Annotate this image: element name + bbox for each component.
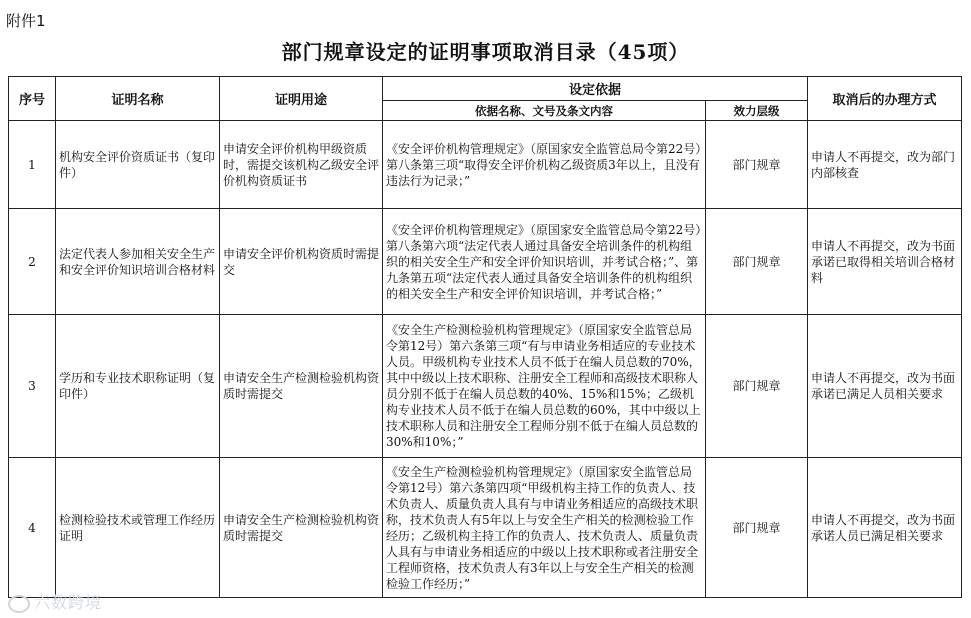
col-header-basis-content: 依据名称、文号及条文内容 [383,101,706,121]
row-name: 机构安全评价资质证书（复印件） [56,121,220,209]
watermark [8,590,102,613]
col-header-no: 序号 [9,77,56,121]
col-header-level: 效力层级 [706,101,808,121]
row-no: 3 [9,315,56,458]
col-header-basis-group: 设定依据 [383,77,808,101]
certificate-table [8,76,962,598]
table-row [9,209,962,315]
row-basis: 《安全生产检测检验机构管理规定》（原国家安全监管总局令第12号）第六条第三项“有与申请业务相适应的专业技术人员。甲级机构专业技术人员不低于在编人员总数的70%，其中中级以上技术职称、注册安全工程师和高级技术职称人员分别不低于在编人员总数的40%、15%和15%；乙级机构专业技术人员不低于在编人员总数的60%，其中中级以上技术职称人员和注册安全工程师分别不低于在编人员总数的30%和10%；” [383,315,706,458]
col-header-name: 证明名称 [56,77,220,121]
row-purpose: 申请安全生产检测检验机构资质时需提交 [220,458,383,598]
document-title: 部门规章设定的证明事项取消目录（45项） [281,40,690,64]
table-row [9,121,962,209]
watermark-text: 六数跨境 [34,593,103,612]
table-row [9,458,962,598]
row-level: 部门规章 [706,121,808,209]
table-row [9,315,962,458]
row-name: 检测检验技术或管理工作经历证明 [56,458,220,598]
row-purpose: 申请安全生产检测检验机构资质时需提交 [220,315,383,458]
row-level: 部门规章 [706,209,808,315]
row-basis: 《安全生产检测检验机构管理规定》（原国家安全监管总局令第12号）第六条第四项“甲级机构主持工作的负责人、技术负责人、质量负责人具有与申请业务相适应的高级技术职称，技术负责人有5年以上与安全生产相关的检测检验工作经历；乙级机构主持工作的负责人、技术负责人、质量负责人具有与申请业务相适应的中级以上技术职称或者注册安全工程师资格，技术负责人有3年以上与安全生产相关的检测检验工作经历；” [383,458,706,598]
row-basis: 《安全评价机构管理规定》（原国家安全监管总局令第22号）第八条第三项“取得安全评价机构乙级资质3年以上，且没有违法行为记录；” [383,121,706,209]
row-no: 1 [9,121,56,209]
row-purpose: 申请安全评价机构甲级资质时，需提交该机构乙级安全评价机构资质证书 [220,121,383,209]
row-no: 4 [9,458,56,598]
row-purpose: 申请安全评价机构资质时需提交 [220,209,383,315]
annex-label: 附件1 [6,12,46,30]
watermark-logo-icon [8,595,30,613]
row-basis: 《安全评价机构管理规定》（原国家安全监管总局令第22号）第八条第六项“法定代表人通过具备安全培训条件的机构组织的相关安全生产和安全评价知识培训，并考试合格；”、第九条第五项“法定代表人通过具备安全培训条件的机构组织的相关安全生产和安全评价知识培训，并考试合格；” [383,209,706,315]
row-name: 学历和专业技术职称证明（复印件） [56,315,220,458]
row-after: 申请人不再提交，改为书面承诺人员已满足相关要求 [808,458,962,598]
row-name: 法定代表人参加相关安全生产和安全评价知识培训合格材料 [56,209,220,315]
row-level: 部门规章 [706,315,808,458]
row-no: 2 [9,209,56,315]
row-after: 申请人不再提交，改为书面承诺已取得相关培训合格材料 [808,209,962,315]
row-after: 申请人不再提交，改为书面承诺已满足人员相关要求 [808,315,962,458]
col-header-purpose: 证明用途 [220,77,383,121]
row-after: 申请人不再提交，改为部门内部核查 [808,121,962,209]
col-header-after: 取消后的办理方式 [808,77,962,121]
row-level: 部门规章 [706,458,808,598]
